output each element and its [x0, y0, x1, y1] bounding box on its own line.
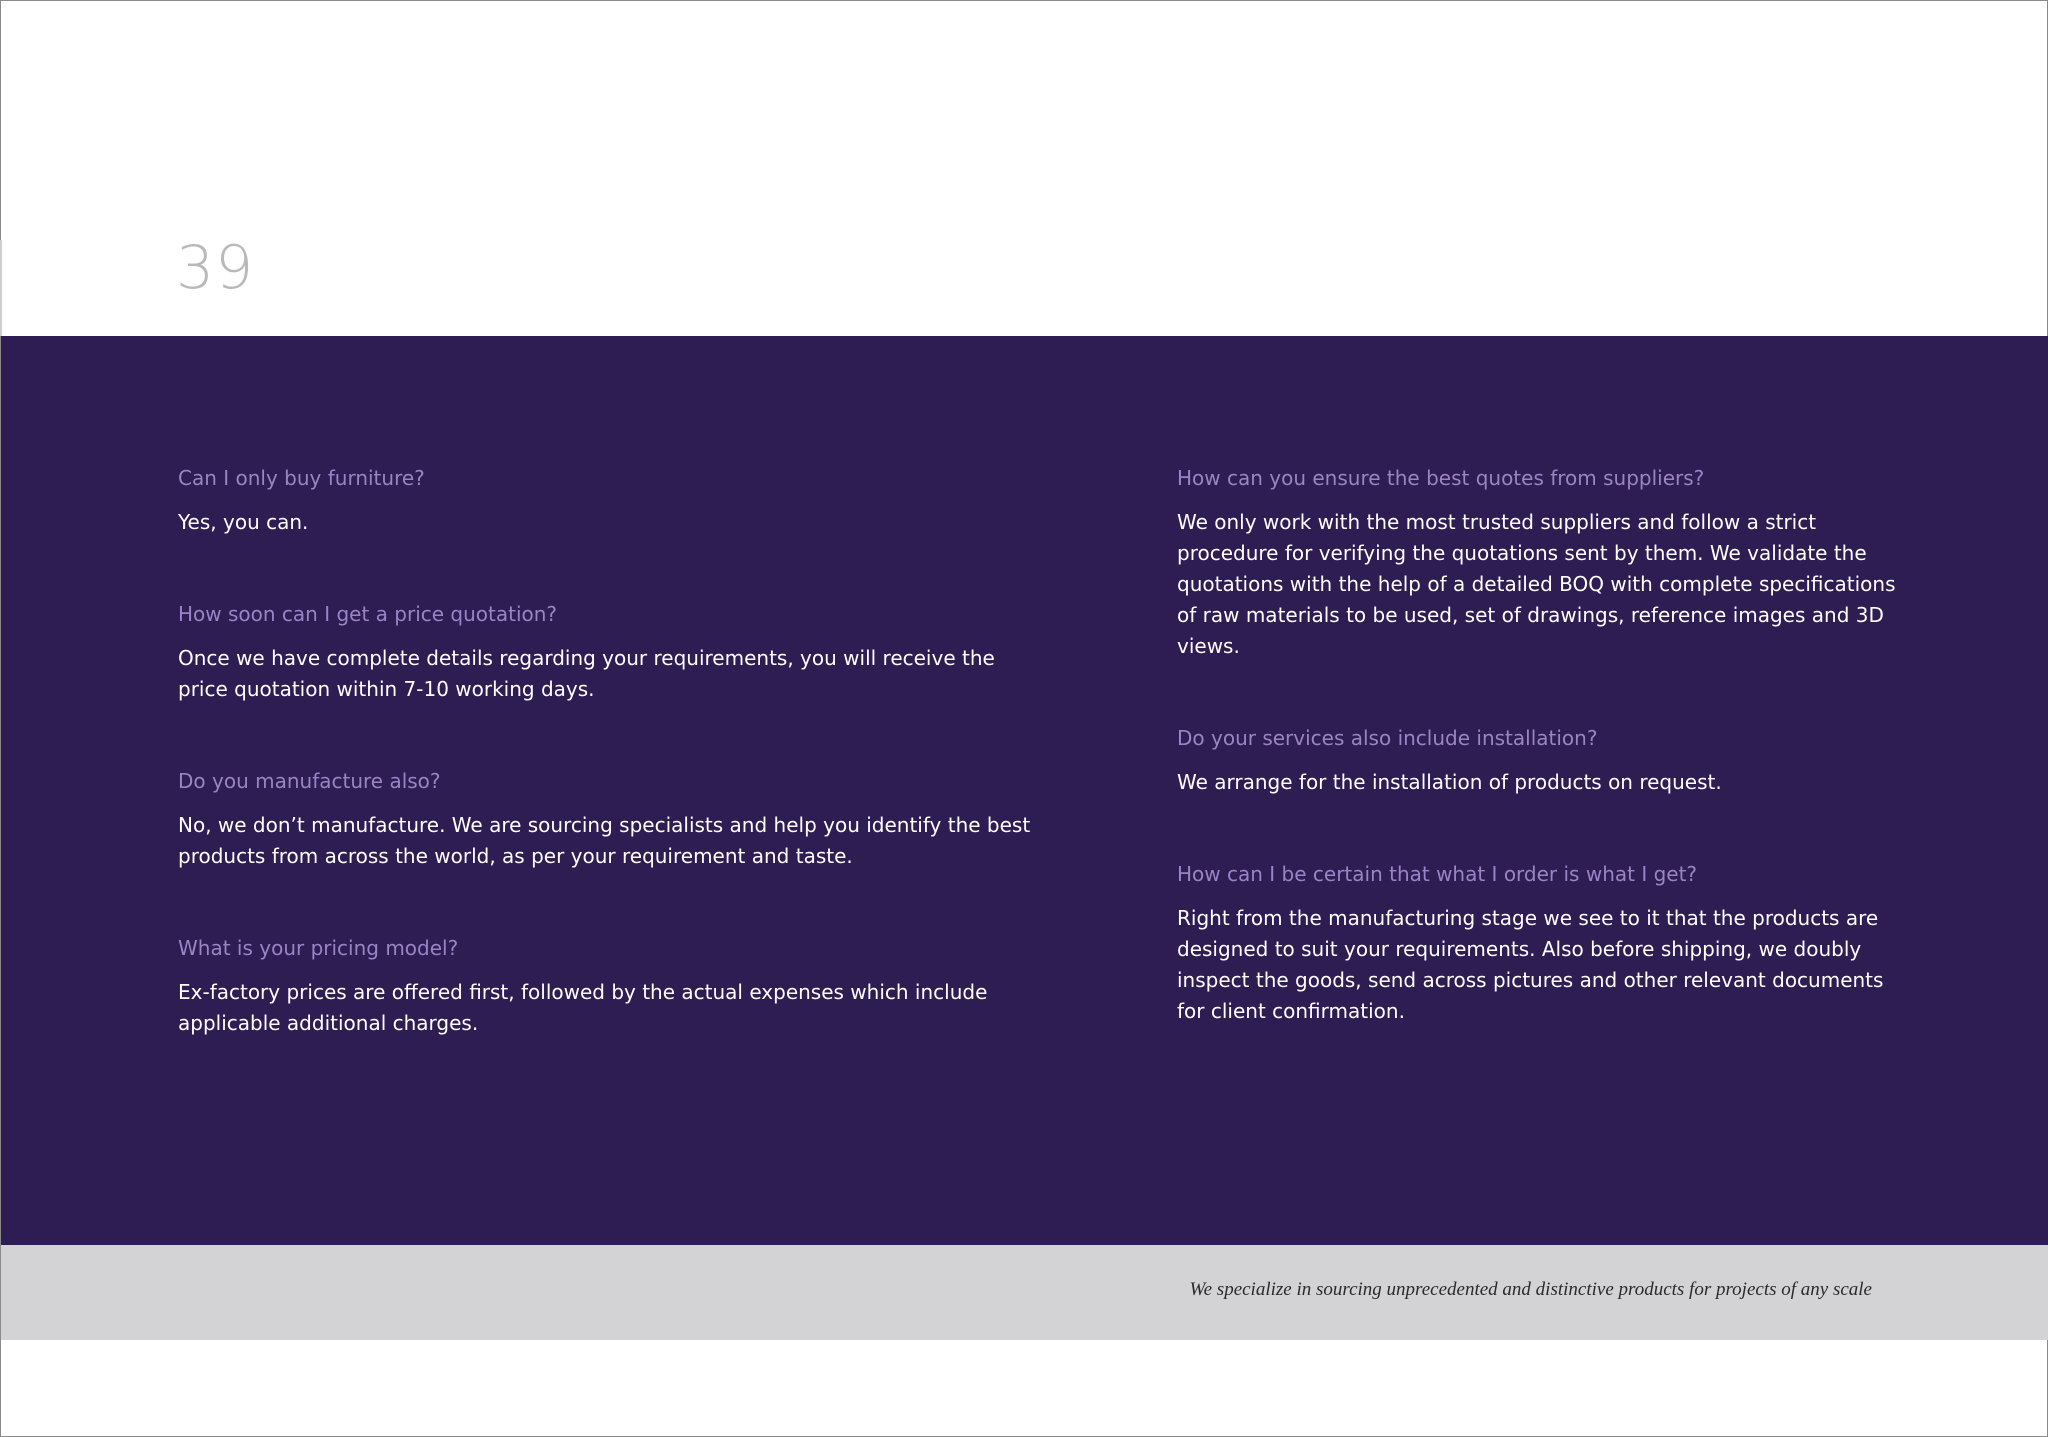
faq-answer: Yes, you can. [178, 510, 309, 534]
faq-answer: No, we don’t manufacture. We are sourcing specialists and help you identify the best products from across the world, as per your requirement and taste. [178, 813, 1031, 868]
faq-answer: We arrange for the installation of products on request. [1177, 770, 1722, 794]
faq-column-left [178, 464, 1038, 1101]
faq-question: Do your services also include installation? [1177, 726, 1598, 750]
page-number: 39 [176, 233, 255, 303]
faq-question: Can I only buy furniture? [178, 466, 425, 490]
faq-answer: Once we have complete details regarding your requirements, you will receive the price quotation within 7-10 working days. [178, 646, 995, 701]
faq-question: How can you ensure the best quotes from suppliers? [1177, 466, 1705, 490]
faq-question: How can I be certain that what I order is what I get? [1177, 862, 1698, 886]
tagline-band [1, 1245, 2048, 1340]
faq-question: Do you manufacture also? [178, 769, 441, 793]
page-edge-marker [0, 240, 2, 336]
faq-column-right [1177, 464, 1917, 1089]
faq-panel [1, 336, 2048, 1245]
faq-item [178, 464, 1038, 538]
faq-question: What is your pricing model? [178, 936, 459, 960]
faq-item [178, 767, 1038, 872]
faq-item [1177, 464, 1917, 662]
faq-answer: Right from the manufacturing stage we see to it that the products are designed to suit your requirements. Also before shipping, we doubly inspect the goods, send across pictures and other relevant documents for client confirmation. [1177, 906, 1884, 1023]
faq-answer: Ex-factory prices are offered first, followed by the actual expenses which include applicable additional charges. [178, 980, 988, 1035]
faq-answer: We only work with the most trusted suppliers and follow a strict procedure for verifying the quotations sent by them. We validate the quotations with the help of a detailed BOQ with complete specifications of raw materials to be used, set of drawings, reference images and 3D views. [1177, 510, 1896, 658]
tagline: We specialize in sourcing unprecedented and distinctive products for projects of any scale [1189, 1279, 1872, 1300]
faq-item [1177, 724, 1917, 798]
faq-item [178, 600, 1038, 705]
faq-item [178, 934, 1038, 1039]
faq-item [1177, 860, 1917, 1027]
faq-question: How soon can I get a price quotation? [178, 602, 558, 626]
